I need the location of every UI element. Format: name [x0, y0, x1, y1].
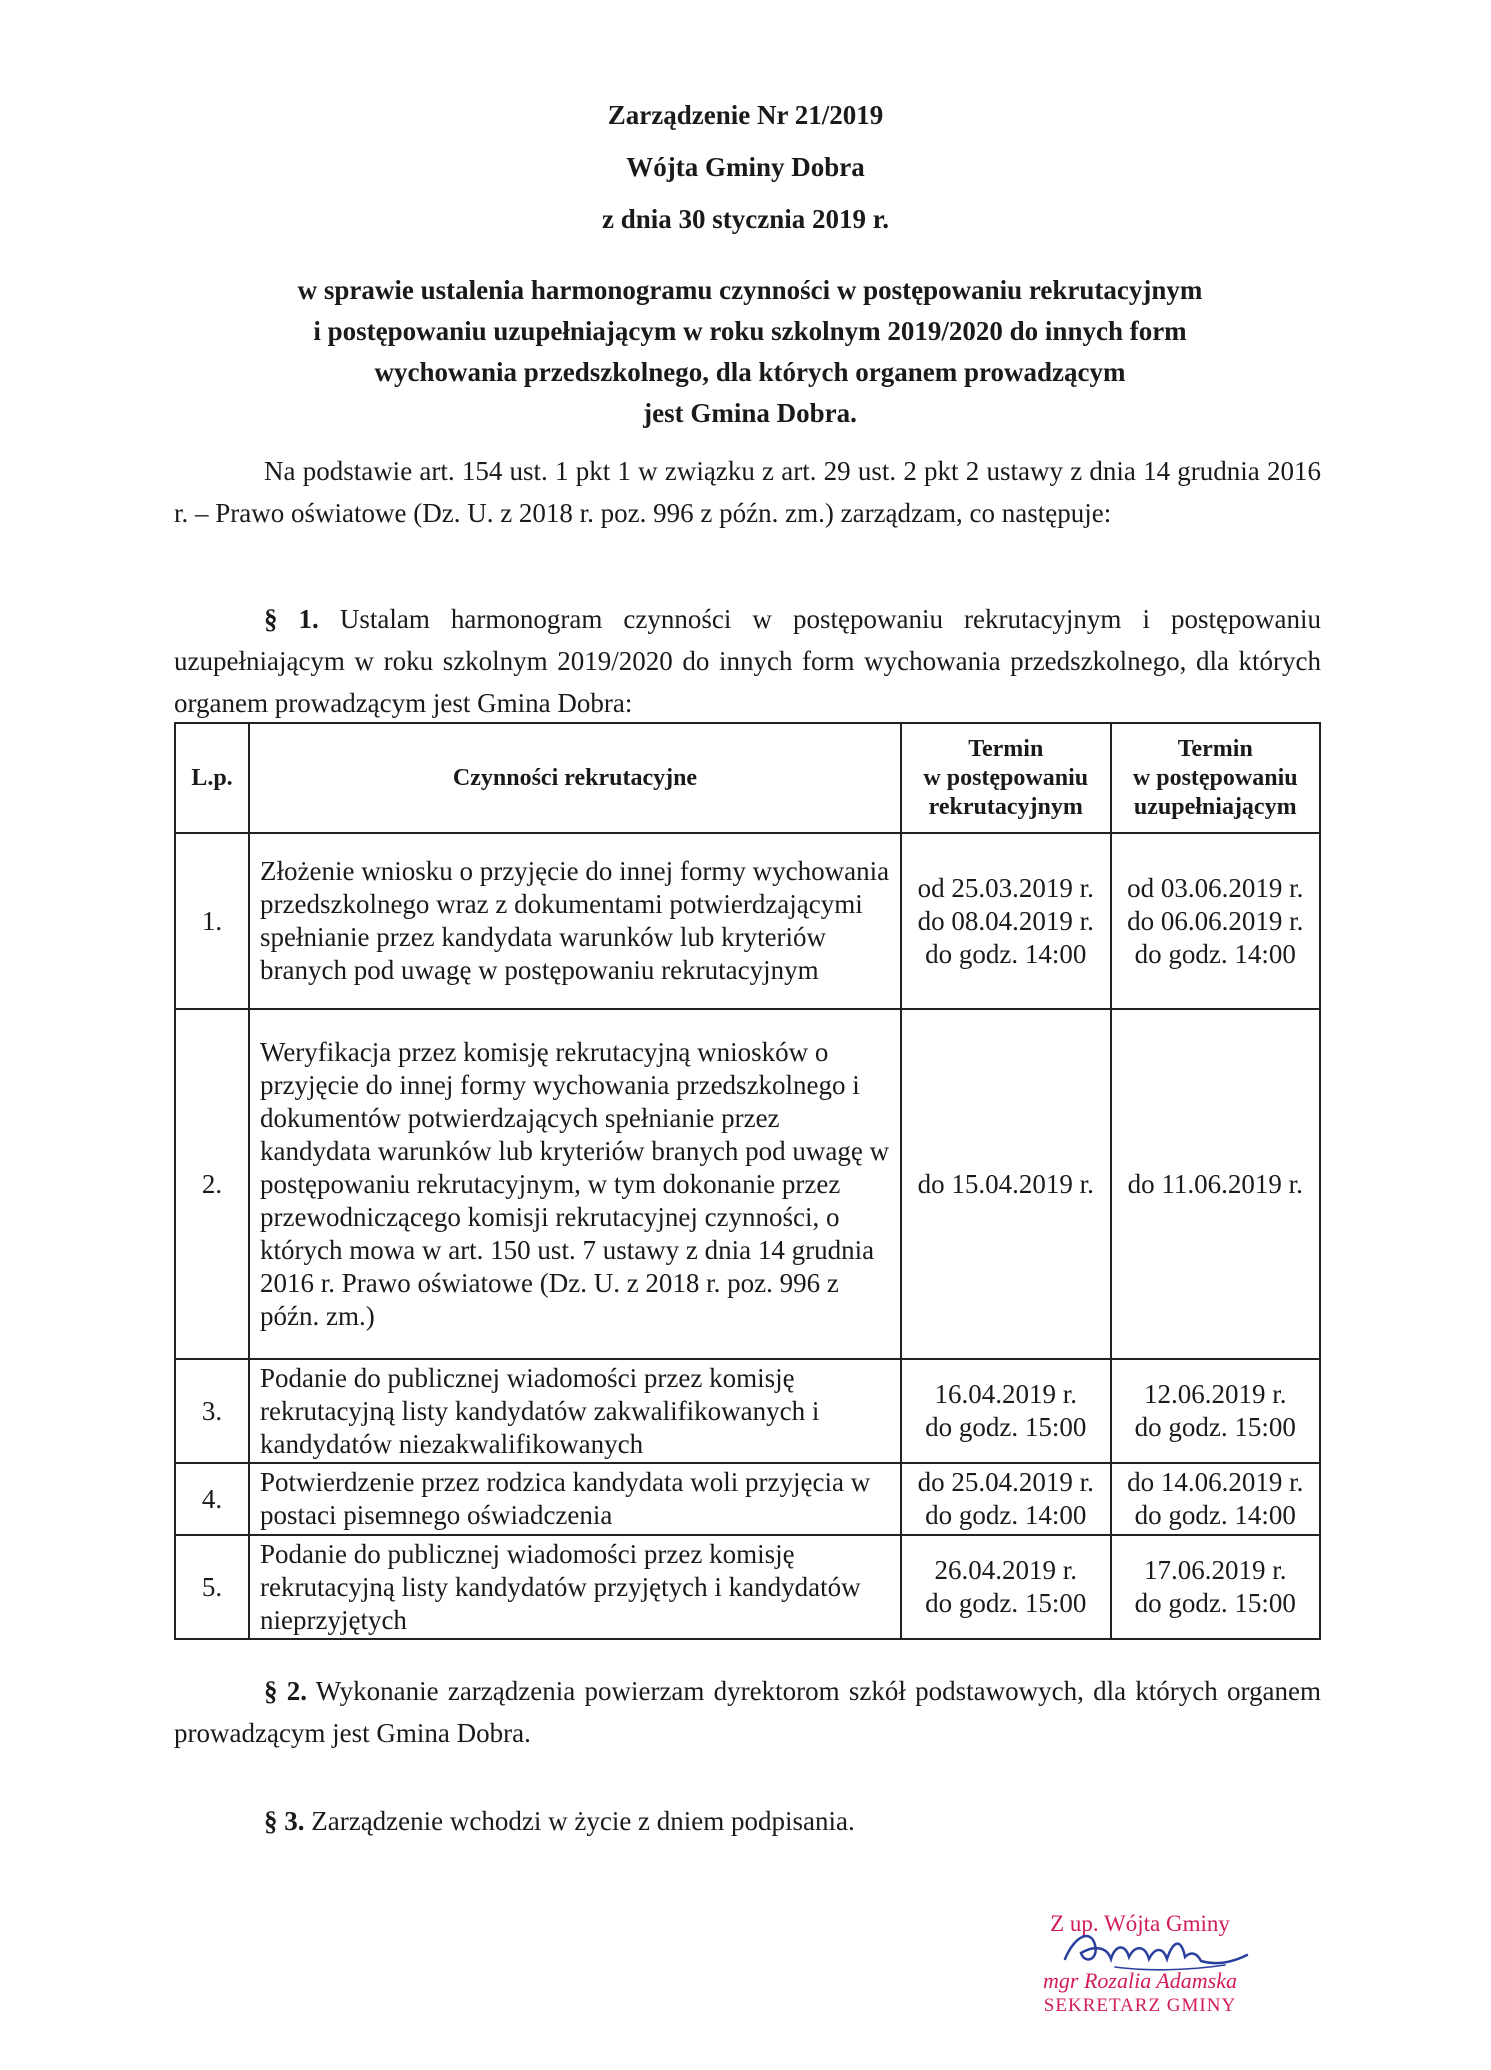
document-issuer: Wójta Gminy Dobra	[626, 152, 865, 182]
header-lp: L.p.	[175, 723, 249, 833]
row-term-supplement: 17.06.2019 r. do godz. 15:00	[1111, 1535, 1321, 1639]
header-term-recruit: Termin w postępowaniu rekrutacyjnym	[901, 723, 1111, 833]
section1-paragraph	[174, 598, 1321, 724]
section3-paragraph	[264, 1800, 1321, 1842]
row-term-recruit: 16.04.2019 r. do godz. 15:00	[901, 1359, 1111, 1463]
section3-text: Zarządzenie wchodzi w życie z dniem podpisania.	[311, 1806, 855, 1836]
table-row	[175, 1009, 1320, 1359]
table-row	[175, 833, 1320, 1009]
row-term-recruit: od 25.03.2019 r. do 08.04.2019 r. do godz. 14:00	[901, 833, 1111, 1009]
row-activity: Podanie do publicznej wiadomości przez komisję rekrutacyjną listy kandydatów przyjętych i kandydatów nieprzyjętych	[249, 1535, 901, 1639]
stamp-authority: Z up. Wójta Gminy	[1050, 1911, 1230, 1936]
row-term-supplement: 12.06.2019 r. do godz. 15:00	[1111, 1359, 1321, 1463]
schedule-table	[174, 722, 1321, 1640]
document-subject: w sprawie ustalenia harmonogramu czynności w postępowaniu rekrutacyjnym i postępowaniu uzupełniającym w roku szkolnym 2019/2020 do innych form wychowania przedszkolnego, dla których organem prowadzącym jest Gmina Dobra.	[297, 275, 1203, 428]
row-term-recruit: 26.04.2019 r. do godz. 15:00	[901, 1535, 1111, 1639]
row-activity: Podanie do publicznej wiadomości przez komisję rekrutacyjną listy kandydatów zakwalifikowanych i kandydatów niezakwalifikowanych	[249, 1359, 901, 1463]
row-activity: Potwierdzenie przez rodzica kandydata woli przyjęcia w postaci pisemnego oświadczenia	[249, 1463, 901, 1535]
table-row	[175, 1463, 1320, 1535]
section2-marker: § 2.	[264, 1676, 307, 1706]
stamp-signer-title: SEKRETARZ GMINY	[1043, 1995, 1237, 2016]
stamp-signer-name: mgr Rozalia Adamska	[1043, 1968, 1237, 1993]
row-lp: 4.	[175, 1463, 249, 1535]
row-term-supplement: od 03.06.2019 r. do 06.06.2019 r. do godz. 14:00	[1111, 833, 1321, 1009]
row-term-recruit: do 15.04.2019 r.	[901, 1009, 1111, 1359]
row-lp: 5.	[175, 1535, 249, 1639]
section2-paragraph	[174, 1670, 1321, 1754]
section2-text: Wykonanie zarządzenia powierzam dyrektorom szkół podstawowych, dla których organem prowadzącym jest Gmina Dobra.	[174, 1676, 1322, 1748]
row-lp: 2.	[175, 1009, 249, 1359]
row-lp: 1.	[175, 833, 249, 1009]
row-activity: Złożenie wniosku o przyjęcie do innej formy wychowania przedszkolnego wraz z dokumentami potwierdzającymi spełnianie przez kandydata warunków lub kryteriów branych pod uwagę w postępowaniu rekrutacyjnym	[249, 833, 901, 1009]
handwritten-signature	[1055, 1915, 1255, 1975]
row-activity: Weryfikacja przez komisję rekrutacyjną wniosków o przyjęcie do innej formy wychowania przedszkolnego i dokumentów potwierdzających spełnianie przez kandydata warunków lub kryteriów branych pod uwagę w postępowaniu rekrutacyjnym, w tym dokonanie przez przewodniczącego komisji rekrutacyjnej czynności, o których mowa w art. 150 ust. 7 ustawy z dnia 14 grudnia 2016 r. Prawo oświatowe (Dz. U. z 2018 r. poz. 996 z późn. zm.)	[249, 1009, 901, 1359]
table-row	[175, 1359, 1320, 1463]
header-activity: Czynności rekrutacyjne	[249, 723, 901, 833]
section1-marker: § 1.	[264, 604, 319, 634]
preamble-paragraph: Na podstawie art. 154 ust. 1 pkt 1 w związku z art. 29 ust. 2 pkt 2 ustawy z dnia 14 grudnia 2016 r. – Prawo oświatowe (Dz. U. z 2018 r. poz. 996 z późn. zm.) zarządzam, co następuje:	[174, 456, 1321, 528]
table-row	[175, 1535, 1320, 1639]
row-term-recruit: do 25.04.2019 r. do godz. 14:00	[901, 1463, 1111, 1535]
document-title: Zarządzenie Nr 21/2019	[607, 100, 884, 130]
header-term-supplement: Termin w postępowaniu uzupełniającym	[1111, 723, 1321, 833]
section1-text: Ustalam harmonogram czynności w postępowaniu rekrutacyjnym i postępowaniu uzupełniającym w roku szkolnym 2019/2020 do innych form wychowania przedszkolnego, dla których organem prowadzącym jest Gmina Dobra:	[174, 604, 1322, 718]
row-lp: 3.	[175, 1359, 249, 1463]
row-term-supplement: do 11.06.2019 r.	[1111, 1009, 1321, 1359]
table-header-row	[175, 723, 1320, 833]
section3-marker: § 3.	[264, 1806, 305, 1836]
row-term-supplement: do 14.06.2019 r. do godz. 14:00	[1111, 1463, 1321, 1535]
document-date: z dnia 30 stycznia 2019 r.	[601, 204, 889, 234]
